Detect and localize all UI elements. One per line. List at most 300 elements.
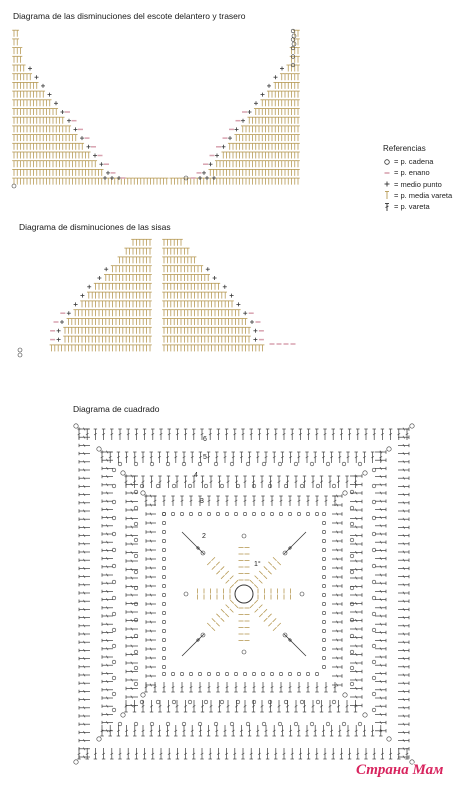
hdc-stitch (264, 100, 268, 107)
hdc-stitch (121, 327, 125, 334)
sc-stitch (80, 294, 84, 298)
hdc-stitch (260, 169, 264, 176)
hdc-stitch (15, 117, 19, 124)
hdc-stitch (213, 336, 217, 343)
hdc-stitch (12, 143, 16, 150)
hdc-stitch (138, 248, 142, 255)
dc-stitch (375, 631, 386, 634)
dc-stitch (167, 700, 170, 712)
hdc-stitch (90, 169, 94, 176)
dc-stitch (223, 452, 226, 463)
hdc-stitch (186, 266, 190, 273)
dc-stitch (141, 476, 144, 488)
hdc-stitch (290, 117, 294, 124)
dc-stitch (398, 600, 409, 603)
hdc-stitch (131, 257, 135, 264)
hdc-stitch (189, 283, 193, 290)
hdc-stitch (241, 161, 245, 168)
hdc-stitch (257, 135, 261, 142)
dc-stitch (264, 452, 267, 463)
hdc-stitch (251, 345, 255, 352)
hdc-stitch (189, 178, 193, 185)
hdc-stitch (97, 283, 101, 290)
chain-stitch (112, 468, 116, 472)
hdc-stitch (135, 266, 139, 273)
hdc-stitch (84, 152, 88, 159)
dc-stitch (273, 725, 276, 736)
sc-stitch (35, 75, 39, 79)
hdc-stitch (254, 109, 258, 116)
hdc-stitch (48, 109, 52, 116)
hdc-stitch (87, 292, 91, 299)
hdc-stitch (193, 301, 197, 308)
hdc-stitch (15, 74, 19, 81)
petal-stitch (225, 571, 229, 575)
hdc-stitch (58, 126, 62, 132)
hdc-stitch (111, 283, 115, 290)
dc-stitch (126, 653, 138, 656)
corner-spoke (182, 532, 204, 554)
dc-stitch (324, 682, 327, 692)
hdc-stitch (241, 152, 245, 159)
hdc-stitch (51, 117, 55, 124)
sc-stitch (87, 285, 91, 289)
hdc-stitch (67, 345, 71, 352)
hdc-stitch (80, 152, 84, 159)
hdc-stitch (12, 82, 16, 89)
hdc-stitch (111, 292, 115, 299)
hdc-stitch (104, 283, 108, 290)
sc-stitch (61, 110, 65, 114)
chain-stitch (188, 700, 192, 704)
legend (383, 143, 452, 212)
dc-stitch (217, 429, 220, 440)
dc-stitch (256, 452, 259, 463)
hdc-stitch (203, 319, 207, 326)
hdc-stitch (73, 327, 77, 334)
hdc-stitch (260, 178, 264, 185)
dc-stitch (340, 429, 343, 440)
dc-stitch (398, 608, 409, 611)
hdc-stitch (273, 117, 277, 124)
chain-stitch (350, 538, 354, 542)
hdc-stitch (138, 283, 142, 290)
sc-stitch (205, 176, 209, 180)
hdc-stitch (35, 91, 39, 98)
hdc-stitch (148, 239, 152, 246)
hdc-stitch (148, 301, 152, 308)
hdc-stitch (107, 283, 111, 290)
chain-stitch (134, 666, 138, 670)
chain-stitch (270, 672, 273, 675)
hdc-stitch (70, 327, 74, 334)
hdc-stitch (48, 143, 52, 150)
hdc-stitch (53, 345, 57, 352)
hdc-stitch (128, 336, 132, 343)
hdc-stitch (227, 345, 231, 352)
chain-stitch (134, 554, 138, 558)
hdc-stitch (87, 345, 91, 352)
chain-stitch (112, 708, 116, 712)
hdc-stitch (241, 143, 245, 150)
dc-stitch (125, 725, 128, 736)
sc-stitch (235, 127, 239, 131)
dc-stitch (79, 509, 90, 512)
hdc-stitch (169, 239, 173, 246)
sc-stitch (254, 101, 258, 105)
hdc-stitch (162, 248, 166, 255)
dc-stitch (294, 700, 297, 712)
hdc-stitch (51, 178, 55, 185)
dc-stitch (337, 476, 340, 488)
dc-stitch (146, 665, 156, 668)
chain-stitch (297, 512, 300, 515)
hdc-stitch (273, 178, 277, 185)
hdc-stitch (12, 135, 16, 142)
dc-stitch (79, 600, 90, 603)
hdc-stitch (128, 257, 132, 264)
hdc-stitch (100, 178, 104, 185)
chain-stitch (350, 618, 354, 622)
hdc-stitch (244, 169, 248, 176)
dc-stitch (398, 509, 409, 512)
dc-stitch (79, 739, 90, 742)
hdc-stitch (67, 319, 71, 326)
hdc-stitch (186, 345, 190, 352)
chain-stitch (294, 462, 298, 466)
dc-stitch (141, 700, 144, 712)
sc-stitch (228, 136, 232, 140)
hdc-stitch (25, 161, 29, 168)
hdc-stitch (179, 283, 183, 290)
chain-stitch (322, 638, 325, 641)
hdc-stitch (128, 275, 132, 282)
hdc-stitch (200, 283, 204, 290)
dc-stitch (375, 532, 386, 535)
hdc-stitch (148, 310, 152, 317)
hdc-stitch (296, 117, 300, 124)
chain-stitch (350, 506, 354, 510)
dc-stitch (79, 641, 90, 644)
hdc-stitch (296, 152, 300, 159)
hdc-stitch (15, 30, 19, 37)
hdc-stitch (138, 266, 142, 273)
dc-stitch (355, 452, 358, 463)
dc-stitch (398, 591, 409, 594)
hdc-stitch (149, 178, 153, 185)
hdc-stitch (145, 310, 149, 317)
dc-stitch (176, 748, 179, 759)
hdc-stitch (124, 248, 128, 255)
dc-stitch (332, 748, 335, 759)
hdc-stitch (138, 345, 142, 352)
hdc-stitch (101, 310, 105, 317)
hdc-stitch (293, 74, 297, 81)
hdc-stitch (277, 100, 281, 107)
hdc-stitch (48, 178, 52, 185)
hdc-stitch (50, 345, 54, 352)
hdc-stitch (114, 266, 118, 273)
chain-stitch (18, 353, 22, 357)
hdc-stitch (22, 100, 26, 107)
dc-stitch (199, 725, 202, 736)
hdc-stitch (45, 109, 49, 116)
hdc-stitch (257, 178, 261, 185)
hdc-stitch (183, 266, 187, 273)
hdc-stitch (234, 319, 238, 326)
hdc-stitch (270, 117, 274, 124)
hdc-stitch (48, 100, 52, 107)
dc-stitch (79, 698, 90, 701)
dc-stitch (168, 429, 171, 440)
hdc-stitch (240, 327, 244, 334)
dc-stitch (191, 452, 194, 463)
chain-stitch (372, 612, 376, 616)
chain-stitch (156, 700, 160, 704)
dc-stitch (159, 748, 162, 759)
dc-stitch (79, 657, 90, 660)
hdc-stitch (114, 310, 118, 317)
hdc-stitch (15, 39, 19, 46)
hdc-stitch (273, 143, 277, 150)
dc-stitch (350, 610, 362, 613)
dc-stitch (311, 476, 314, 488)
dc-stitch (135, 429, 138, 440)
hdc-stitch (234, 152, 238, 159)
dc-stitch (94, 429, 97, 440)
hdc-stitch (19, 143, 23, 150)
hdc-stitch (104, 336, 108, 343)
hdc-stitch (80, 178, 84, 185)
dc-stitch (330, 725, 333, 736)
dc-stitch (281, 725, 284, 736)
hdc-stitch (19, 100, 23, 107)
dc-stitch (135, 748, 138, 759)
hdc-stitch (71, 152, 75, 159)
petal-stitch (230, 609, 234, 613)
hdc-stitch (101, 327, 105, 334)
dc-stitch (110, 748, 113, 759)
dc-stitch (356, 429, 359, 440)
dc-stitch (332, 548, 342, 551)
hdc-stitch (131, 283, 135, 290)
petal-stitch (212, 566, 216, 570)
dc-stitch (102, 524, 113, 527)
sc-stitch (110, 176, 114, 180)
sc-stitch (54, 101, 58, 105)
petal-stitch (264, 566, 268, 570)
legend-item-sc (383, 179, 452, 190)
dc-stitch (345, 700, 348, 712)
hdc-stitch (28, 82, 32, 89)
chain-stitch (207, 512, 210, 515)
hdc-stitch (196, 301, 200, 308)
chain-stitch (166, 722, 170, 726)
hdc-stitch (247, 336, 251, 343)
hdc-stitch (124, 345, 128, 352)
hdc-stitch (32, 109, 36, 116)
dc-stitch (102, 500, 113, 503)
hdc-stitch (54, 152, 58, 159)
hdc-stitch (12, 152, 16, 159)
hdc-stitch (200, 292, 204, 299)
hdc-stitch (141, 319, 145, 326)
dc-stitch (373, 429, 376, 440)
dc-stitch (398, 755, 409, 758)
hdc-stitch (283, 74, 287, 81)
dc-stitch (162, 496, 165, 506)
hdc-stitch (90, 161, 94, 168)
hdc-stitch (286, 100, 290, 107)
dc-stitch (277, 476, 280, 488)
chain-stitch (252, 672, 255, 675)
hdc-stitch (51, 161, 55, 168)
dc-stitch (281, 452, 284, 463)
chain-stitch (204, 700, 208, 704)
dc-stitch (240, 725, 243, 736)
dc-stitch (356, 748, 359, 759)
hdc-stitch (28, 161, 32, 168)
hdc-stitch (63, 327, 67, 334)
chain-stitch (162, 647, 165, 650)
dc-stitch (79, 542, 90, 545)
hdc-stitch (200, 327, 204, 334)
hdc-stitch (231, 143, 235, 150)
chain-stitch (322, 566, 325, 569)
hdc-stitch (145, 178, 149, 185)
hdc-stitch (286, 65, 290, 72)
dc-stitch (250, 429, 253, 440)
chain-stitch (134, 602, 138, 606)
hdc-stitch (217, 301, 221, 308)
hdc-stitch (22, 135, 26, 142)
hdc-stitch (38, 161, 42, 168)
chain-stitch (291, 29, 295, 33)
hdc-stitch (131, 327, 135, 334)
hdc-stitch (80, 143, 84, 150)
hdc-stitch (228, 169, 232, 176)
dc-stitch (277, 700, 280, 712)
hdc-stitch (15, 82, 19, 89)
hdc-stitch (237, 336, 241, 343)
petal-stitch (250, 604, 254, 608)
chain-stitch (112, 612, 116, 616)
hdc-stitch (186, 283, 190, 290)
petal-stitch (259, 605, 263, 609)
hdc-stitch (131, 266, 135, 273)
hdc-stitch (114, 345, 118, 352)
hdc-stitch (195, 178, 199, 185)
sc-stitch (253, 338, 257, 342)
hdc-stitch (12, 161, 16, 168)
dc-stitch (207, 452, 210, 463)
dc-stitch (79, 534, 90, 537)
dc-stitch (225, 429, 228, 440)
hdc-stitch (257, 109, 261, 116)
hdc-stitch (111, 345, 115, 352)
hdc-stitch (260, 117, 264, 124)
chain-stitch (300, 484, 304, 488)
petal-stitch (268, 623, 272, 627)
hdc-stitch (141, 292, 145, 299)
hdc-stitch (212, 169, 216, 176)
dc-stitch (79, 723, 90, 726)
hdc-stitch (51, 126, 55, 132)
dc-stitch (398, 526, 409, 529)
hdc-stitch (111, 301, 115, 308)
dc-stitch (398, 624, 409, 627)
dc-stitch (332, 656, 342, 659)
dc-stitch (332, 674, 342, 677)
dc-stitch (381, 429, 384, 440)
hdc-stitch (54, 169, 58, 176)
dc-stitch (102, 655, 113, 658)
hdc-stitch (280, 91, 284, 98)
hdc-stitch (200, 301, 204, 308)
dc-stitch (375, 672, 386, 675)
hdc-stitch (145, 345, 149, 352)
hdc-stitch (148, 266, 152, 273)
hdc-stitch (131, 345, 135, 352)
dc-stitch (126, 610, 138, 613)
hdc-stitch (104, 327, 108, 334)
hdc-stitch (244, 178, 248, 185)
hdc-stitch (145, 248, 149, 255)
hdc-stitch (206, 327, 210, 334)
dc-stitch (398, 567, 409, 570)
dc-stitch (126, 576, 138, 579)
chain-stitch (162, 665, 165, 668)
hdc-stitch (217, 327, 221, 334)
hdc-stitch (41, 100, 45, 107)
hdc-stitch (210, 336, 214, 343)
chain-stitch (162, 656, 165, 659)
dc-stitch (102, 631, 113, 634)
chain-stitch (322, 629, 325, 632)
hdc-stitch (145, 239, 149, 246)
hdc-stitch (118, 283, 122, 290)
hdc-stitch (94, 345, 98, 352)
hdc-stitch (45, 100, 49, 107)
dc-stitch (126, 500, 138, 503)
sc-stitch (212, 176, 216, 180)
hdc-stitch (283, 161, 287, 168)
hdc-stitch (221, 152, 225, 159)
hdc-stitch (203, 327, 207, 334)
petal-stitch (263, 609, 267, 613)
chain-stitch (204, 484, 208, 488)
hdc-stitch (220, 345, 224, 352)
hdc-stitch (93, 169, 97, 176)
hdc-stitch (138, 310, 142, 317)
hdc-stitch (169, 275, 173, 282)
hdc-stitch (15, 65, 19, 72)
hdc-stitch (293, 126, 297, 132)
hdc-stitch (94, 336, 98, 343)
hdc-stitch (141, 327, 145, 334)
hdc-stitch (166, 301, 170, 308)
hdc-stitch (290, 100, 294, 107)
hdc-stitch (196, 336, 200, 343)
hdc-stitch (280, 82, 284, 89)
hdc-stitch (41, 169, 45, 176)
hdc-stitch (264, 143, 268, 150)
hdc-stitch (210, 301, 214, 308)
dc-stitch (243, 496, 246, 506)
petal-stitch (259, 613, 263, 617)
hdc-stitch (135, 248, 139, 255)
sc-stitch (100, 162, 104, 166)
